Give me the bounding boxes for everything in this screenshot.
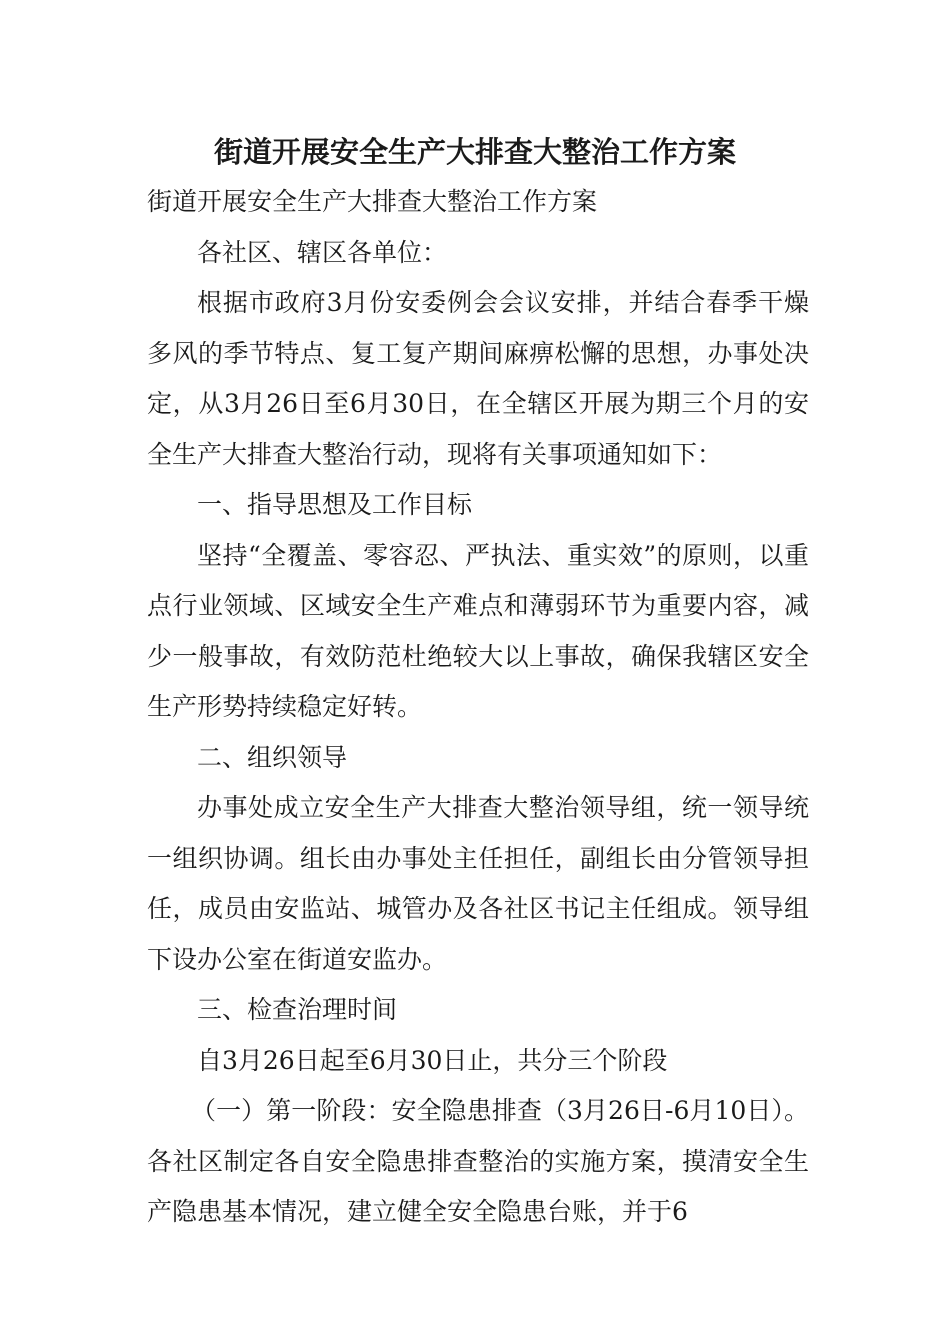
section-2-paragraph: 办事处成立安全生产大排查大整治领导组，统一领导统一组织协调。组长由办事处主任担任，副组长由分管领导担任，成员由安监站、城管办及各社区书记主任组成。领导组下设办公室在街道安监办。 <box>147 793 809 974</box>
subtitle-line: 街道开展安全生产大排查大整治工作方案 <box>147 187 598 216</box>
section-3-paragraph: 自3月26日起至6月30日止，共分三个阶段 <box>197 1045 668 1075</box>
document-body <box>147 177 809 1238</box>
salutation: 各社区、辖区各单位： <box>197 237 448 267</box>
phase-1-paragraph: （一）第一阶段：安全隐患排查（3月26日-6月10日）。 各社区制定各自安全隐患排查整治的实施方案，摸清安全生产隐患基本情况，建立健全安全隐患台账，并于6 <box>147 1096 809 1226</box>
document-title: 街道开展安全生产大排查大整治工作方案 <box>213 135 736 169</box>
section-1-paragraph: 坚持“全覆盖、零容忍、严执法、重实效”的原则，以重点行业领域、区域安全生产难点和薄弱环节为重要内容，减少一般事故，有效防范杜绝较大以上事故，确保我辖区安全生产形势持续稳定好转。 <box>147 540 809 721</box>
section-heading-2: 二、组织领导 <box>197 742 348 772</box>
section-heading-3: 三、检查治理时间 <box>197 995 398 1024</box>
section-heading-1: 一、指导思想及工作目标 <box>197 490 473 519</box>
intro-paragraph: 根据市政府3月份安委例会会议安排，并结合春季干燥多风的季节特点、复工复产期间麻痹松懈的思想，办事处决定，从3月26日至6月30日，在全辖区开展为期三个月的安全生产大排查大整治行动，现将有关事项通知如下： <box>147 288 809 469</box>
